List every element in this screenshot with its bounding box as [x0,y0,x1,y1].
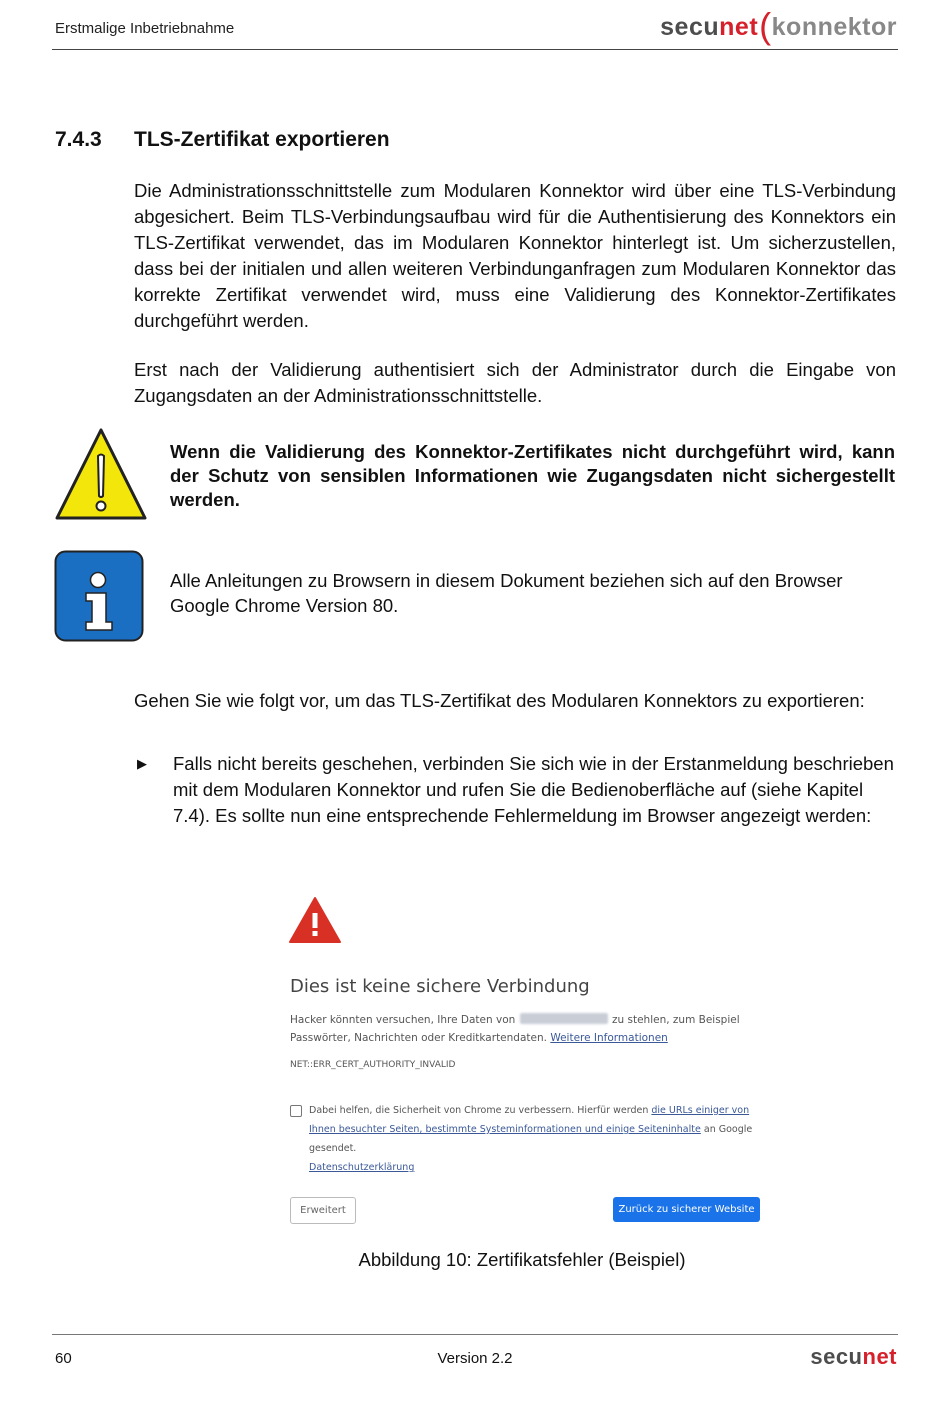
back-to-safety-button[interactable]: Zurück zu sicherer Website [613,1197,760,1222]
paragraph-intro: Die Administrationsschnittstelle zum Modularen Konnektor wird über eine TLS-Verbindung abgesichert. Beim TLS-Verbindungsaufbau wird für die Authentisierung des Konnektors ein TLS-Zertifikat verwendet, das im Modularen Konnektor hinterlegt ist. Um sicherzustellen, dass bei der initialen und allen weiteren Verbindunganfragen zum Modularen Konnektor das korrekte Zertifikat verwendet wird, muss eine Validierung des Konnektor-Zertifikates durchgeführt werden. [134,180,896,331]
error-code: NET::ERR_CERT_AUTHORITY_INVALID [290,1060,456,1070]
error-title: Dies ist keine sichere Verbindung [290,976,590,997]
section-title: TLS-Zertifikat exportieren [134,128,390,151]
more-info-link[interactable]: Weitere Informationen [550,1032,668,1044]
document-version: Version 2.2 [437,1350,513,1367]
logo-secu-text: secu [660,13,720,41]
info-icon [54,550,144,642]
improve-chrome-checkbox[interactable] [290,1105,302,1117]
privacy-policy-link[interactable]: Datenschutzerklärung [309,1162,415,1173]
footer-rule [52,1334,898,1335]
running-header-title: Erstmalige Inbetriebnahme [55,20,235,37]
footer-logo-secu: secu [810,1344,863,1369]
checkbox-text: Dabei helfen, die Sicherheit von Chrome zu verbessern. Hierfür werden [309,1105,649,1116]
logo-konnektor-text: konnektor [771,13,897,41]
secunet-konnektor-logo [660,2,897,46]
redacted-address [520,1013,608,1024]
step-item: Falls nicht bereits geschehen, verbinden Sie sich wie in der Erstanmeldung beschrieben mit dem Modularen Konnektor und rufen Sie die Bedienoberfläche auf (siehe Kapitel 7.4). Es sollte nun eine entsprechende Fehlermeldung im Browser angezeigt werden: [173,753,894,826]
paragraph-authentication: Erst nach der Validierung authentisiert sich der Administrator durch die Eingabe von Zugangsdaten an der Administrationsschnittstelle. [134,359,896,406]
error-description-end: zu stehlen, zum Beispiel Passwörter, Nachrichten oder Kreditkartendaten. [290,1014,740,1044]
urls-info-link[interactable]: die URLs einiger von Ihnen besuchter Seiten, bestimmte Systeminformationen und einige Seiteninhalte [309,1105,750,1135]
page-number: 60 [55,1350,72,1367]
improve-chrome-label [309,1101,769,1177]
paragraph-steps-intro: Gehen Sie wie folgt vor, um das TLS-Zertifikat des Modularen Konnektors zu exportieren: [134,690,865,711]
checkbox-text-end: an Google gesendet. [309,1124,753,1154]
red-warning-icon [288,896,342,944]
advanced-button[interactable]: Erweitert [290,1197,356,1224]
error-description [290,1011,750,1047]
info-text: Alle Anleitungen zu Browsern in diesem Dokument beziehen sich auf den Browser Google Chrome Version 80. [170,570,843,616]
secunet-footer-logo [810,1344,897,1370]
warning-triangle-icon [53,426,149,522]
footer-logo-net: net [862,1344,897,1369]
figure-caption: Abbildung 10: Zertifikatsfehler (Beispiel) [358,1249,686,1270]
error-description-start: Hacker könnten versuchen, Ihre Daten von [290,1014,516,1026]
logo-net-text: net [719,13,759,41]
logo-paren-text: ( [759,5,772,46]
header-rule [52,49,898,50]
section-number: 7.4.3 [55,128,102,151]
bullet-marker-icon: ▶ [137,756,147,771]
certificate-error-screenshot [282,890,782,1230]
warning-text: Wenn die Validierung des Konnektor-Zertifikates nicht durchgeführt wird, kann der Schutz von sensiblen Informationen wie Zugangsdaten nicht sichergestellt werden. [170,441,895,510]
